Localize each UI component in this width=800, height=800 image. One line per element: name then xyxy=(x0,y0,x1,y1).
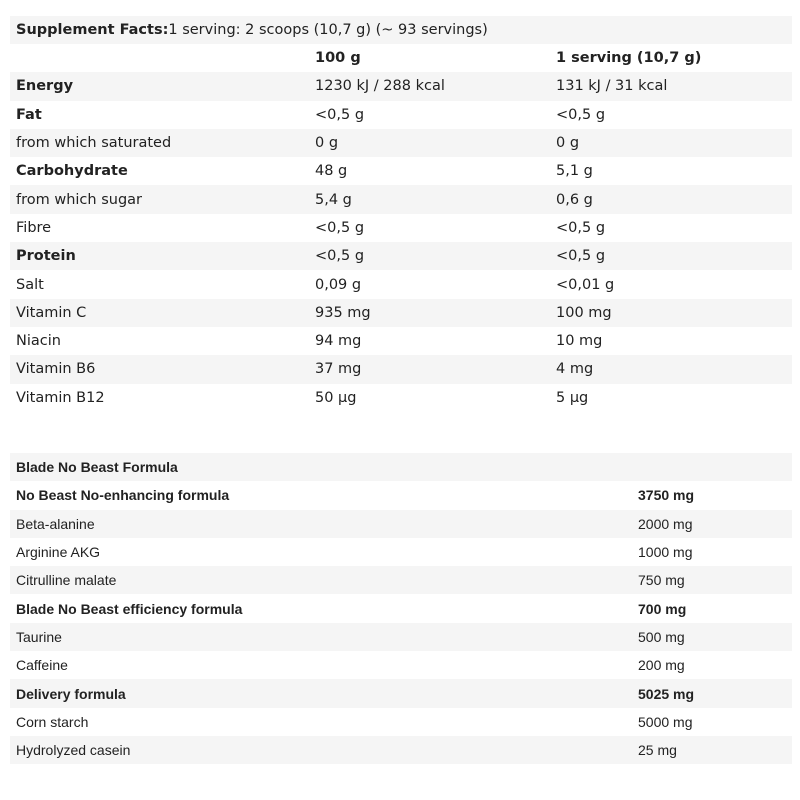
table-row xyxy=(10,157,792,185)
value-per-100g: 94 mg xyxy=(315,333,362,350)
supplement-facts-title xyxy=(10,16,792,44)
nutrient-name: from which saturated xyxy=(16,135,172,152)
table-row xyxy=(10,538,792,566)
supplement-facts-table xyxy=(10,16,792,412)
nutrient-name: Protein xyxy=(16,248,76,265)
value-per-100g: 5,4 g xyxy=(315,191,352,208)
ingredient-name: Caffeine xyxy=(16,657,68,674)
table-row xyxy=(10,651,792,679)
ingredient-name: Corn starch xyxy=(16,713,89,730)
nutrient-name: from which sugar xyxy=(16,191,142,208)
value-per-100g: 37 mg xyxy=(315,361,362,378)
value-per-100g: <0,5 g xyxy=(315,248,365,265)
table-row xyxy=(10,510,792,538)
ingredient-amount: 1000 mg xyxy=(638,544,693,561)
nutrient-name: Salt xyxy=(16,276,44,293)
table-row xyxy=(10,623,792,651)
table-row xyxy=(10,708,792,736)
ingredient-amount: 5000 mg xyxy=(638,713,693,730)
header-per-100g: 100 g xyxy=(315,50,361,67)
value-per-serving: <0,5 g xyxy=(556,219,606,236)
table-row xyxy=(10,214,792,242)
value-per-serving: <0,01 g xyxy=(556,276,615,293)
ingredient-name: Delivery formula xyxy=(16,685,126,702)
nutrient-name: Fibre xyxy=(16,219,52,236)
formula-table xyxy=(10,453,792,764)
nutrient-name: Vitamin B6 xyxy=(16,361,96,378)
table-row xyxy=(10,355,792,383)
nutrient-name: Vitamin C xyxy=(16,304,87,321)
value-per-serving: 131 kJ / 31 kcal xyxy=(556,78,668,95)
value-per-serving: 10 mg xyxy=(556,333,603,350)
value-per-100g: <0,5 g xyxy=(315,106,365,123)
value-per-serving: 0,6 g xyxy=(556,191,593,208)
ingredient-name: Beta-alanine xyxy=(16,515,95,532)
table-row xyxy=(10,481,792,509)
table-row xyxy=(10,384,792,412)
value-per-serving: 100 mg xyxy=(556,304,612,321)
ingredient-amount: 200 mg xyxy=(638,657,685,674)
header-per-serving: 1 serving (10,7 g) xyxy=(556,50,702,67)
value-per-100g: 50 µg xyxy=(315,389,357,406)
table-row xyxy=(10,72,792,100)
table-row xyxy=(10,327,792,355)
serving-info: 1 serving: 2 scoops (10,7 g) (~ 93 servings) xyxy=(168,22,488,39)
ingredient-amount: 3750 mg xyxy=(638,487,695,504)
nutrient-name: Vitamin B12 xyxy=(16,389,105,406)
ingredient-amount: 700 mg xyxy=(638,600,687,617)
nutrient-name: Niacin xyxy=(16,333,61,350)
table-row xyxy=(10,129,792,157)
table-row xyxy=(10,594,792,622)
value-per-100g: 0,09 g xyxy=(315,276,362,293)
value-per-serving: 5 µg xyxy=(556,389,589,406)
value-per-serving: <0,5 g xyxy=(556,248,606,265)
value-per-100g: 1230 kJ / 288 kcal xyxy=(315,78,445,95)
nutrient-name: Energy xyxy=(16,78,74,95)
formula-title: Blade No Beast Formula xyxy=(16,459,178,476)
table-row xyxy=(10,242,792,270)
ingredient-name: No Beast No-enhancing formula xyxy=(16,487,230,504)
table-row xyxy=(10,299,792,327)
value-per-serving: 4 mg xyxy=(556,361,594,378)
table-row xyxy=(10,679,792,707)
value-per-100g: <0,5 g xyxy=(315,219,365,236)
formula-title-row xyxy=(10,453,792,481)
table-row xyxy=(10,185,792,213)
table-row xyxy=(10,101,792,129)
ingredient-name: Taurine xyxy=(16,628,62,645)
value-per-serving: <0,5 g xyxy=(556,106,606,123)
table-row xyxy=(10,270,792,298)
ingredient-amount: 5025 mg xyxy=(638,685,695,702)
ingredient-name: Hydrolyzed casein xyxy=(16,742,131,759)
value-per-100g: 48 g xyxy=(315,163,348,180)
ingredient-name: Arginine AKG xyxy=(16,544,101,561)
ingredient-amount: 750 mg xyxy=(638,572,685,589)
supplement-facts-label: Supplement Facts: xyxy=(16,22,169,39)
value-per-serving: 0 g xyxy=(556,135,580,152)
value-per-100g: 935 mg xyxy=(315,304,371,321)
value-per-serving: 5,1 g xyxy=(556,163,593,180)
ingredient-name: Citrulline malate xyxy=(16,572,117,589)
ingredient-name: Blade No Beast efficiency formula xyxy=(16,600,243,617)
value-per-100g: 0 g xyxy=(315,135,339,152)
ingredient-amount: 2000 mg xyxy=(638,515,693,532)
table-row xyxy=(10,736,792,764)
ingredient-amount: 25 mg xyxy=(638,742,677,759)
nutrient-name: Carbohydrate xyxy=(16,163,128,180)
table-header-row xyxy=(10,44,792,72)
nutrient-name: Fat xyxy=(16,106,42,123)
table-row xyxy=(10,566,792,594)
ingredient-amount: 500 mg xyxy=(638,628,685,645)
